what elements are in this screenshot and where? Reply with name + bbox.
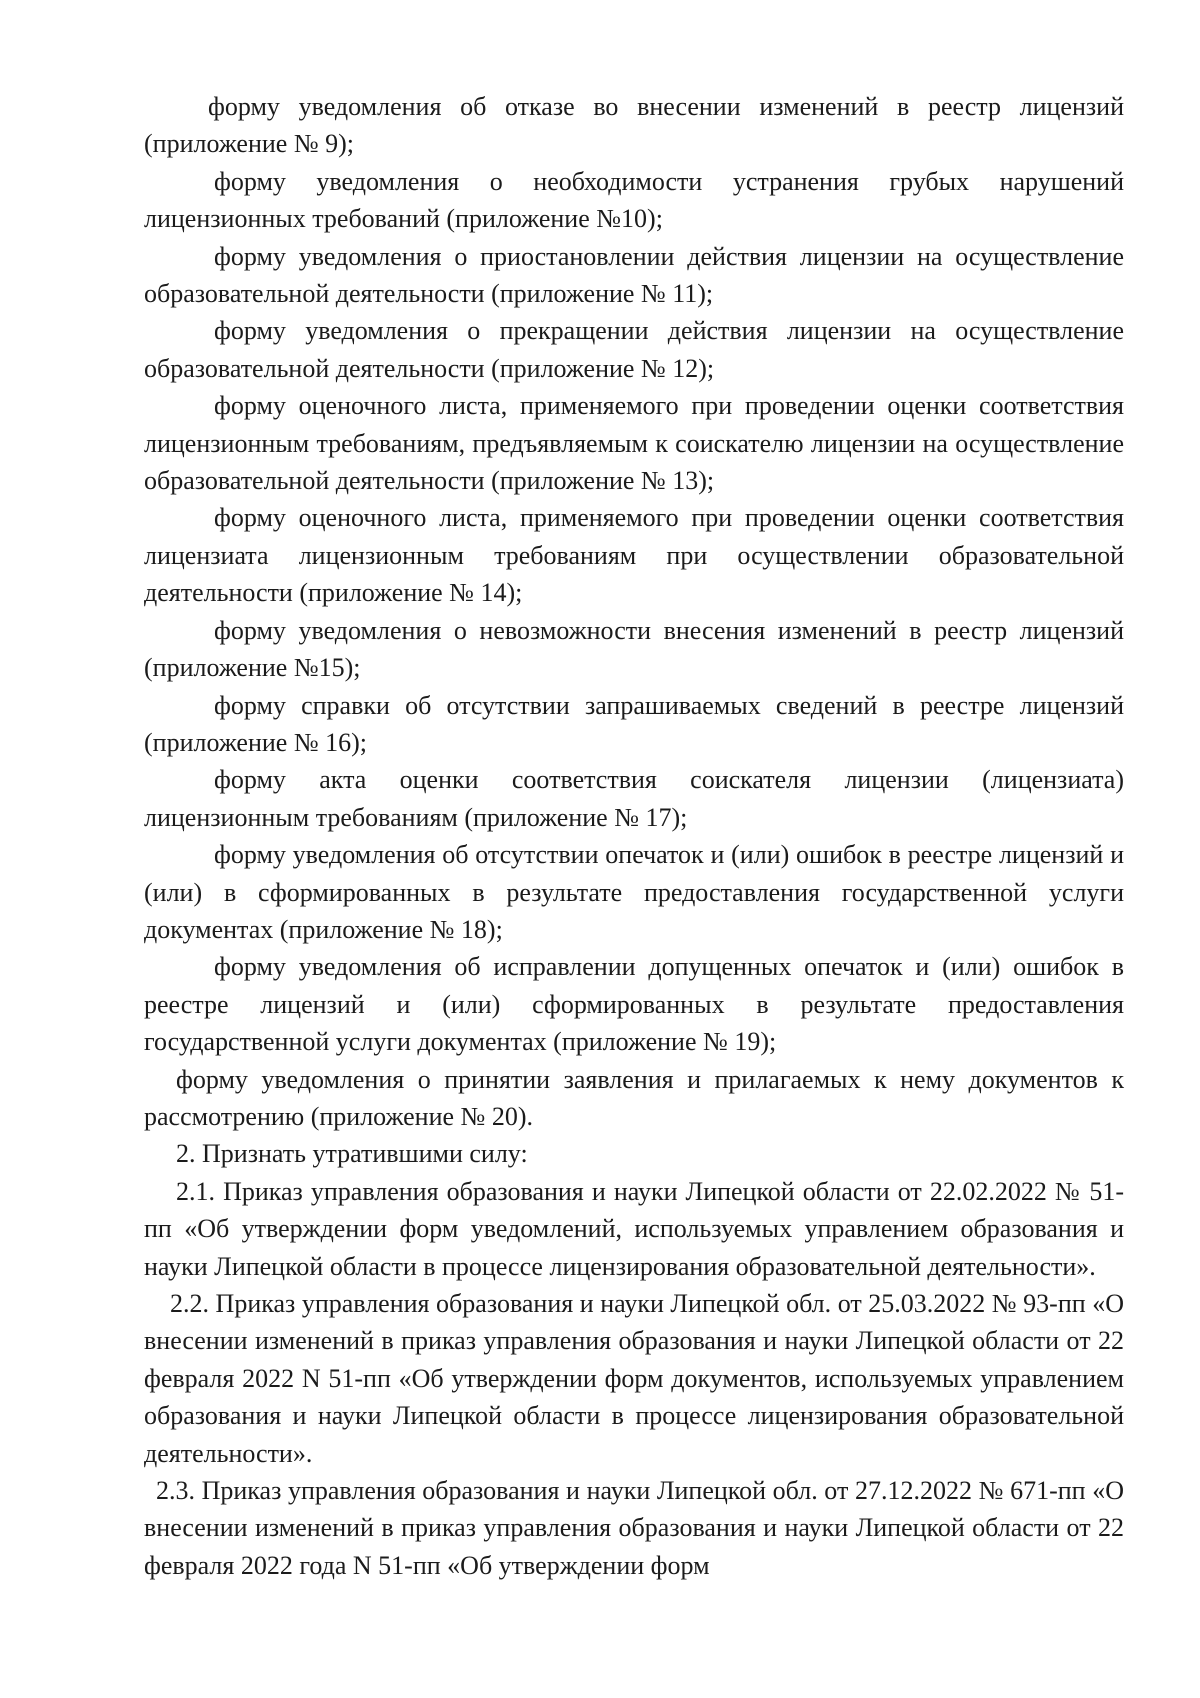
paragraph-notice-suspension: форму уведомления о приостановлении действия лицензии на осуществление образовательной деятельности (приложение № 11); (144, 241, 1124, 309)
paragraph-evaluation-sheet-licensee: форму оценочного листа, применяемого при проведении оценки соответствия лицензиата лицензионным требованиям при осуществлении образовательной деятельности (приложение № 14); (144, 503, 1124, 608)
document-body (144, 88, 1124, 1584)
paragraph-notice-impossibility-changes: форму уведомления о невозможности внесения изменений в реестр лицензий (приложение №15); (144, 615, 1124, 683)
paragraph-notice-violations: форму уведомления о необходимости устранения грубых нарушений лицензионных требований (приложение №10); (144, 166, 1124, 234)
paragraph-certificate-absence: форму справки об отсутствии запрашиваемых сведений в реестре лицензий (приложение № 16); (144, 690, 1124, 757)
paragraph-assessment-act: форму акта оценки соответствия соискателя лицензии (лицензиата) лицензионным требованиям (приложение № 17); (144, 765, 1124, 832)
paragraph-evaluation-sheet-applicant: форму оценочного листа, применяемого при проведении оценки соответствия лицензионным требованиям, предъявляемым к соискателю лицензии на осуществление образовательной деятельности (приложение № 13); (144, 391, 1124, 496)
paragraph-notice-corrected-typos: форму уведомления об исправлении допущенных опечаток и (или) ошибок в реестре лицензий и (или) сформированных в результате предоставления государственной услуги документах (приложение № 19); (144, 952, 1124, 1057)
paragraph-section-2-2: 2.2. Приказ управления образования и науки Липецкой обл. от 25.03.2022 № 93-пп «О внесении изменений в приказ управления образования и науки Липецкой области от 22 февраля 2022 N 51-пп «Об утверждении форм документов, используемых управлением образования и науки Липецкой области в процессе лицензирования образовательной деятельности». (144, 1289, 1124, 1468)
paragraph-section-2-1: 2.1. Приказ управления образования и науки Липецкой области от 22.02.2022 № 51-пп «Об утверждении форм уведомлений, используемых управлением образования и науки Липецкой области в процессе лицензирования образовательной деятельности». (144, 1176, 1124, 1281)
paragraph-notice-acceptance: форму уведомления о принятии заявления и прилагаемых к нему документов к рассмотрению (приложение № 20). (144, 1064, 1124, 1131)
paragraph-notice-no-typos: форму уведомления об отсутствии опечаток и (или) ошибок в реестре лицензий и (или) в сформированных в результате предоставления государственной услуги документах (приложение № 18); (144, 840, 1124, 944)
paragraph-notice-termination: форму уведомления о прекращении действия лицензии на осуществление образовательной деятельности (приложение № 12); (144, 316, 1124, 383)
paragraph-notice-refusal-changes: форму уведомления об отказе во внесении изменений в реестр лицензий (приложение № 9); (144, 92, 1124, 159)
paragraph-section-2-heading: 2. Признать утратившими силу: (176, 1139, 528, 1169)
paragraph-section-2-3: 2.3. Приказ управления образования и науки Липецкой обл. от 27.12.2022 № 671-пп «О внесении изменений в приказ управления образования и науки Липецкой области от 22 февраля 2022 года N 51-пп «Об утверждении форм (144, 1476, 1124, 1580)
